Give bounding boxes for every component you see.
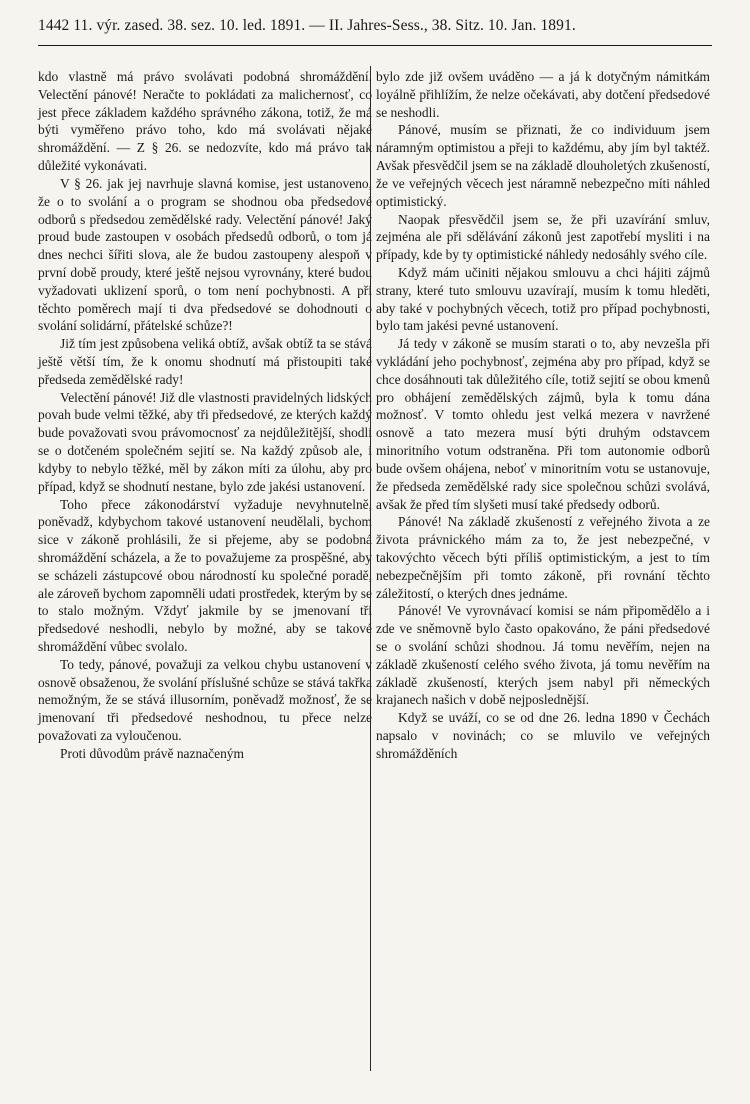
paragraph: bylo zde již ovšem uváděno — a já k dotyčným námitkám loyálně přihlížím, že nelze očekávati, aby dotčení předsedové se neshodli. bbox=[376, 69, 710, 120]
paragraph: Pánové, musím se přiznati, že co individuum jsem náramným optimistou a přeji to každému, aby jím byl taktéž. Avšak přesvědčil jsem se na základě dlouholetých zkušeností, že ve veřejných věcech jest náramně nebezpečno míti náhled optimistický. bbox=[376, 122, 710, 209]
paragraph: Velectění pánové! Již dle vlastnosti pravidelných lidských povah bude velmi těžké, aby tři předsedové, ze kterých každý bude považovati svou právomocnosť za nejdůležitější, shodli se o dotčeném společném sejití se. Na každý způsob ale, i kdyby to nebylo těžké, měl by zákon míti za úlohu, aby pro případ, když se shodnutí nestane, bylo zde jakési ustanovení. bbox=[38, 389, 372, 494]
column-divider bbox=[370, 66, 371, 1071]
page-header: 1442 11. výr. zased. 38. sez. 10. led. 1891. — II. Jahres-Sess., 38. Sitz. 10. Jan. 1891. bbox=[38, 17, 576, 34]
right-column bbox=[376, 68, 710, 763]
paragraph: To tedy, pánové, považuji za velkou chybu ustanovení v osnově obsaženou, že svolání příslušné schůze se stává takřka nemožným, že se stává illusorním, poněvadž možnosť, že se jmenovaní tři předsedové neshodnou, tu přece nelze považovati za vyloučenou. bbox=[38, 656, 372, 744]
paragraph: V § 26. jak jej navrhuje slavná komise, jest ustanoveno, že o to svolání a o program se shodnou oba předsedové odborů s předsedou zemědělské rady. Velectění pánové! Jaký proud bude zastoupen v osobách předsedů odborů, o tom já dnes nechci šířiti slova, ale že budou zastoupeny alespoň v první době proudy, které ještě nejsou vyrovnány, které budou vyžadovati uklizení sporů, o tom není pochybnosti. A při těchto poměrech mají ti dva předsedové se dohodnouti o svolání solidární, přátelské schůze?! bbox=[38, 175, 372, 334]
paragraph: Proti důvodům právě naznačeným bbox=[60, 745, 244, 761]
left-column bbox=[38, 68, 372, 763]
paragraph: Když se uváží, co se od dne 26. ledna 1890 v Čechách napsalo v novinách; co se mluvilo ve veřejných shromážděních bbox=[376, 710, 710, 761]
paragraph: Pánové! Ve vyrovnávací komisi se nám připomědělo a i zde ve sněmovně bylo často opakováno, že páni předsedové se o svolání schůzi shodnou. Já tomu nevěřím, nejen na základě zkušeností celého svého života, já tomu nevěřím na základě zkušeností, kterých jsem nabyl při německých krajanech našich v době nejposlednější. bbox=[376, 603, 710, 708]
paragraph: Toho přece zákonodárství vyžaduje nevyhnutelně, poněvadž, kdybychom takové ustanovení neudělali, bychom sice v zákoně prohlásili, že si přejeme, aby se podobná shromáždění scházela, a že to považujeme za prospěšné, aby se scházeli zástupcové obou národností ku společné poradě, ale zároveň bychom zapomněli udati prostředek, kterým by se to stalo možným. Vždyť jakmile by se jmenovaní tři předsedové neshodli, nebylo by možné, aby se takové shromáždění vůbec svolalo. bbox=[38, 496, 372, 654]
paragraph: Naopak přesvědčil jsem se, že při uzavírání smluv, zejména ale při sdělávání zákonů jest zapotřebí mysliti i na případy, kde by ty optimistické náhledy nedosáhly svého cíle. bbox=[376, 211, 710, 263]
paragraph: Já tedy v zákoně se musím starati o to, aby nevzešla při vykládání jeho pochybnosť, zejména aby pro případ, když se chce dosáhnouti tak důležitého cíle, totiž sejití se obou kmenů pro obhájení zemědělských zájmů, byla k tomu dána možnosť. V tomto ohledu jest velká mezera v navržené osnově a tato mezera musí býti druhým odstavcem minoritního votum odstraněna. Při tom autonomie odborů bude ovšem ohájena, neboť v minoritním votu se ustanovuje, že předseda zemědělské rady sice společnou schůzi svolává, avšak že před tím slyšeti musí také předsedy odborů. bbox=[376, 336, 710, 512]
paragraph: Již tím jest způsobena veliká obtíž, avšak obtíž ta se stává ještě větší tím, že k onomu shodnutí má přistoupiti také předseda zemědělské rady! bbox=[38, 336, 372, 387]
paragraph: kdo vlastně má právo svolávati podobná shromáždění. Velectění pánové! Neračte to pokládati za malichernosť, co jest přece základem každého správného zákona, totiž, že má býti vyměřeno právo toho, kdo má svolávati nějaké shromáždění. — Z § 26. se nedozvíte, kdo má právo tak důležité vykonávati. bbox=[38, 69, 372, 174]
paragraph: Pánové! Na základě zkušeností z veřejného života a ze života právnického mám za to, že jest nebezpečné, v takovýchto věcech býti příliš optimistickým, a jest to tím nebezpečnějším při tomto zákoně, při rovnání těchto záležitostí, o kterých dnes jednáme. bbox=[376, 514, 710, 601]
header-rule bbox=[38, 45, 712, 46]
paragraph: Když mám učiniti nějakou smlouvu a chci hájiti zájmů strany, které tuto smlouvu uzavírají, musím k tomu hleděti, aby také v pochybných věcech, totiž pro případ pochybnosti, bylo tam jakési pevné ustanovení. bbox=[376, 264, 710, 334]
